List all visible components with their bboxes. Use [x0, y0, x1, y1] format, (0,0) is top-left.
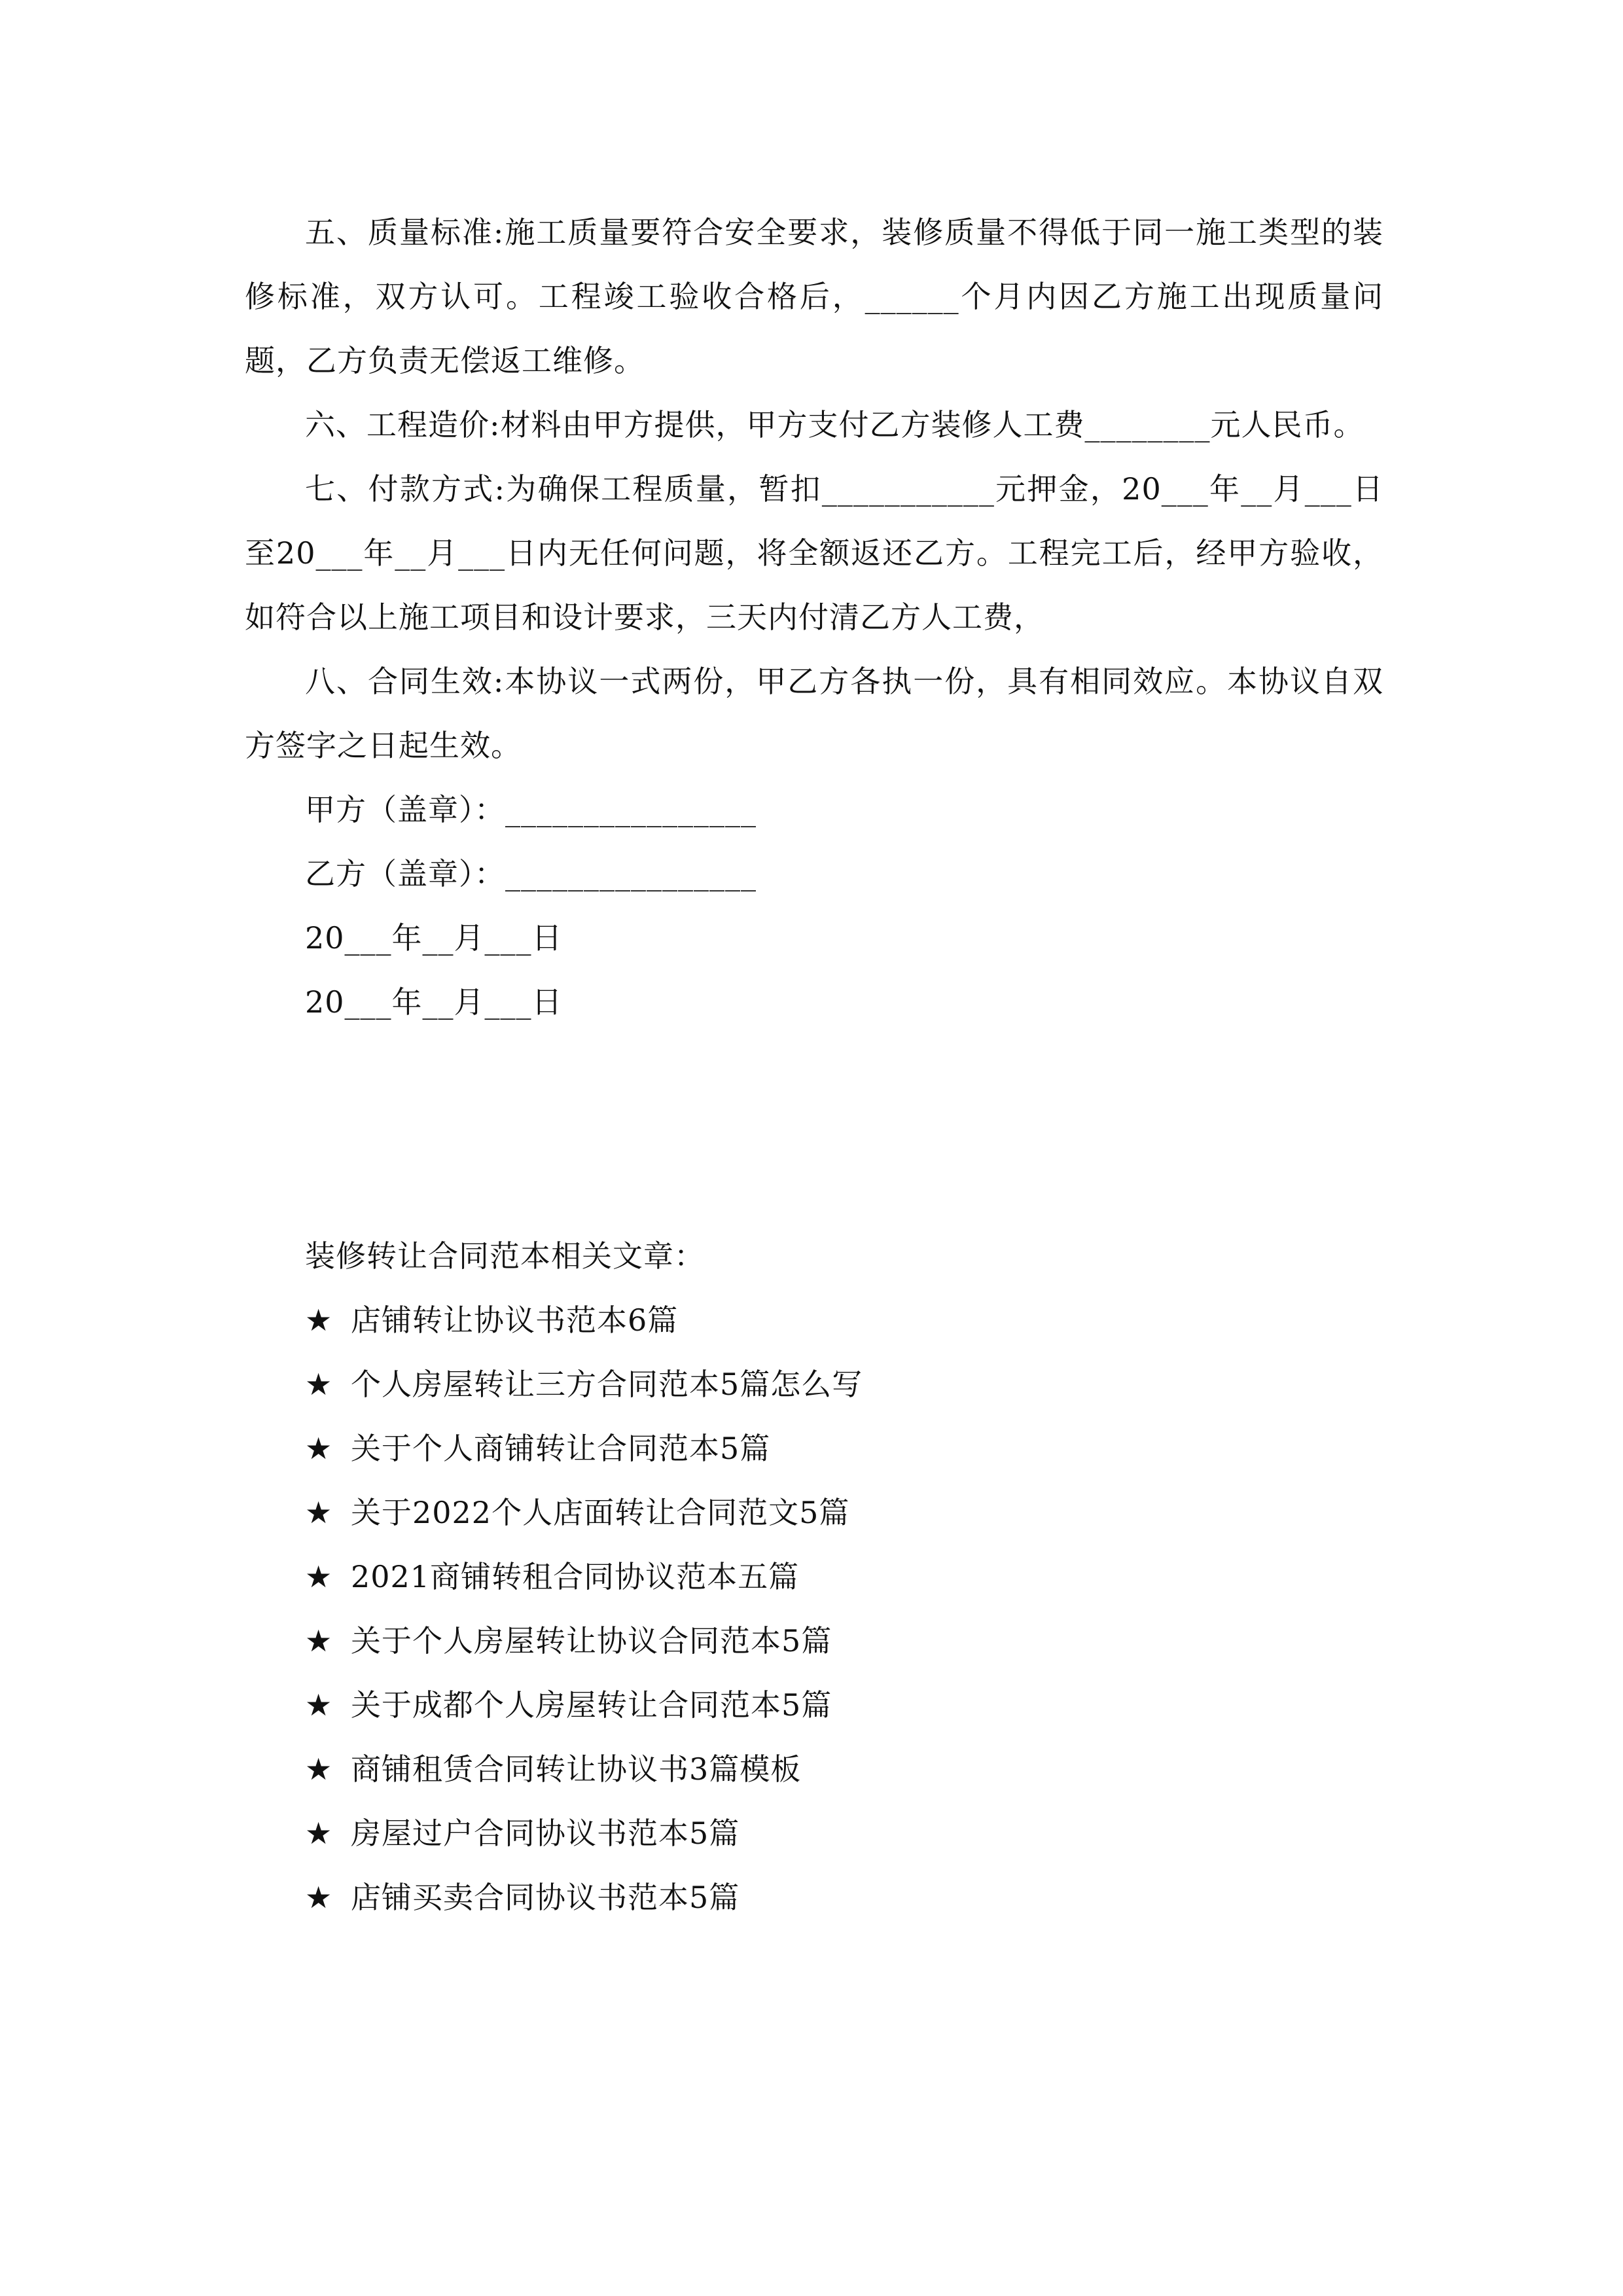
- star-icon: ★: [305, 1495, 333, 1530]
- star-icon: ★: [305, 1880, 333, 1915]
- related-article-item[interactable]: [245, 1865, 1383, 1929]
- related-article-item[interactable]: [245, 1288, 1383, 1352]
- clause-payment-method: 七、付款方式:为确保工程质量，暂扣___________元押金，20___年__月___日至20___年__月___日内无任何问题，将全额返还乙方。工程完工后，经甲方验收，如符合以上施工项目和设计要求，三天内付清乙方人工费，: [245, 471, 1383, 635]
- related-article-link[interactable]: 房屋过户合同协议书范本5篇: [351, 1816, 740, 1851]
- related-article-item[interactable]: [245, 1545, 1383, 1609]
- related-article-link[interactable]: 店铺买卖合同协议书范本5篇: [351, 1880, 740, 1915]
- related-articles-title: 装修转让合同范本相关文章：: [305, 1238, 705, 1274]
- related-article-link[interactable]: 2021商铺转租合同协议范本五篇: [351, 1559, 800, 1594]
- clause-project-cost: 六、工程造价:材料由甲方提供，甲方支付乙方装修人工费________元人民币。: [305, 407, 1364, 442]
- related-article-item[interactable]: [245, 1609, 1383, 1673]
- star-icon: ★: [305, 1559, 333, 1594]
- star-icon: ★: [305, 1623, 333, 1659]
- related-article-item[interactable]: [245, 1416, 1383, 1480]
- related-article-item[interactable]: [245, 1737, 1383, 1801]
- related-articles-list: [245, 1288, 1383, 1929]
- star-icon: ★: [305, 1367, 333, 1402]
- related-article-link[interactable]: 店铺转让协议书范本6篇: [351, 1302, 679, 1338]
- related-article-link[interactable]: 关于个人房屋转让协议合同范本5篇: [351, 1623, 832, 1659]
- clause-quality-standard: 五、质量标准:施工质量要符合安全要求，装修质量不得低于同一施工类型的装修标准，双方认可。工程竣工验收合格后，______个月内因乙方施工出现质量问题，乙方负责无偿返工维修。: [245, 215, 1383, 378]
- star-icon: ★: [305, 1751, 333, 1787]
- related-article-link[interactable]: 商铺租赁合同转让协议书3篇模板: [351, 1751, 802, 1787]
- related-article-item[interactable]: [245, 1480, 1383, 1545]
- clause-contract-effect: 八、合同生效:本协议一式两份，甲乙方各执一份，具有相同效应。本协议自双方签字之日起生效。: [245, 664, 1383, 763]
- signature-date-2: 20___年__月___日: [305, 984, 563, 1020]
- related-article-item[interactable]: [245, 1352, 1383, 1416]
- related-article-item[interactable]: [245, 1801, 1383, 1865]
- related-article-link[interactable]: 个人房屋转让三方合同范本5篇怎么写: [351, 1367, 863, 1402]
- related-articles: [245, 1224, 1383, 1929]
- party-a-signature: 甲方（盖章）：________________: [305, 792, 757, 827]
- party-b-signature: 乙方（盖章）：________________: [305, 856, 757, 891]
- related-article-link[interactable]: 关于2022个人店面转让合同范文5篇: [351, 1495, 850, 1530]
- star-icon: ★: [305, 1302, 333, 1338]
- star-icon: ★: [305, 1816, 333, 1851]
- star-icon: ★: [305, 1687, 333, 1723]
- star-icon: ★: [305, 1431, 333, 1466]
- related-article-item[interactable]: [245, 1673, 1383, 1737]
- contract-body: [245, 200, 1383, 1034]
- related-article-link[interactable]: 关于个人商铺转让合同范本5篇: [351, 1431, 771, 1466]
- signature-date-1: 20___年__月___日: [305, 920, 563, 956]
- related-article-link[interactable]: 关于成都个人房屋转让合同范本5篇: [351, 1687, 832, 1723]
